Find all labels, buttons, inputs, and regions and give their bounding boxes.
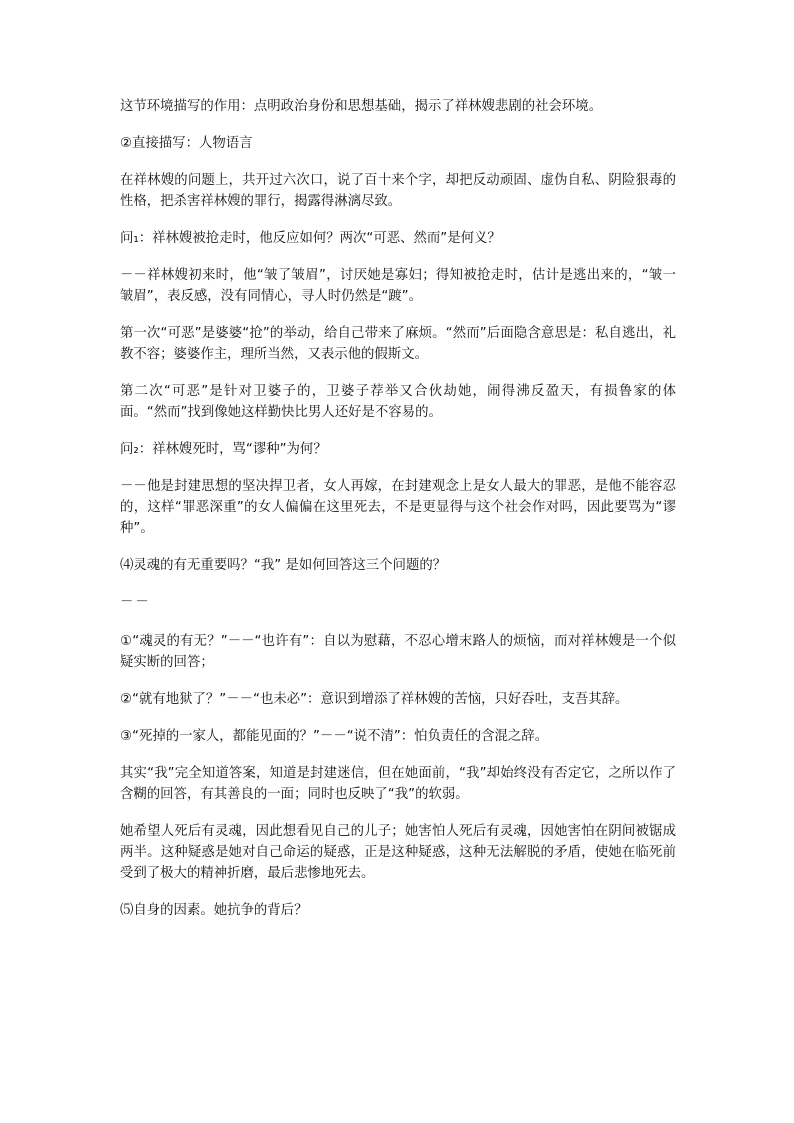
heading-direct-description: ②直接描写：人物语言	[120, 136, 253, 151]
question-1: 问₁：祥林嫂被抢走时，他反应如何？两次“可恶、然而”是何义？	[120, 231, 501, 246]
paragraph-environment-purpose: 这节环境描写的作用：点明政治身份和思想基础，揭示了祥林嫂悲剧的社会环境。	[120, 99, 603, 114]
answer-soul-3: ③“死掉的一家人，都能见面的？”－－“说不清”：怕负责任的含混之辞。	[120, 729, 549, 744]
answer-1-first-hateful: 第一次“可恶”是婆婆“抢”的举动，给自己带来了麻烦。“然而”后面隐含意思是：私自逃出，礼教不容；婆婆作主，理所当然，又表示他的假斯文。	[120, 326, 676, 362]
answer-1-second-hateful: 第二次“可恶”是针对卫婆子的，卫婆子荐举又合伙劫她，闹得沸反盈天，有损鲁家的体面。“然而”找到像她这样勤快比男人还好是不容易的。	[120, 384, 676, 420]
heading-own-factors: ⑸自身的因素。她抗争的背后？	[120, 903, 308, 918]
answer-soul-2: ②“就有地狱了？”－－“也未必”：意识到增添了祥林嫂的苦恼，只好吞吐，支吾其辞。	[120, 692, 629, 707]
answer-2: －－他是封建思想的坚决捍卫者，女人再嫁，在封建观念上是女人最大的罪恶，是他不能容忍的，这样“罪恶深重”的女人偏偏在这里死去，不是更显得与这个社会作对吗，因此要骂为“谬种”。	[120, 479, 676, 536]
document-page	[120, 96, 676, 937]
paragraph-narrator-weakness: 其实“我”完全知道答案，知道是封建迷信，但在她面前，“我”却始终没有否定它，之所以作了含糊的回答，有其善良的一面；同时也反映了“我”的软弱。	[120, 766, 676, 802]
heading-soul-question: ⑷灵魂的有无重要吗？“我” 是如何回答这三个问题的？	[120, 558, 447, 573]
dash-separator: －－	[120, 595, 151, 610]
answer-1-frown: －－祥林嫂初来时，他“皱了皱眉”，讨厌她是寡妇；得知被抢走时，估计是逃出来的，“皱一皱眉”，表反感，没有同情心，寻人时仍然是“踱”。	[120, 268, 676, 304]
paragraph-doubt: 她希望人死后有灵魂，因此想看见自己的儿子；她害怕人死后有灵魂，因她害怕在阴间被锯成两半。这种疑惑是她对自己命运的疑惑，正是这种疑惑，这种无法解脱的矛盾，使她在临死前受到了极大的精神折磨，最后悲惨地死去。	[120, 824, 676, 881]
question-2: 问₂：祥林嫂死时，骂“谬种”为何？	[120, 442, 327, 457]
paragraph-six-times-speech: 在祥林嫂的问题上，共开过六次口，说了百十来个字，却把反动顽固、虚伪自私、阴险狠毒的性格，把杀害祥林嫂的罪行，揭露得淋漓尽致。	[120, 173, 676, 209]
answer-soul-1: ①“魂灵的有无？”－－“也许有”：自以为慰藉，不忍心增末路人的烦恼，而对祥林嫂是一个似疑实断的回答；	[120, 634, 676, 670]
